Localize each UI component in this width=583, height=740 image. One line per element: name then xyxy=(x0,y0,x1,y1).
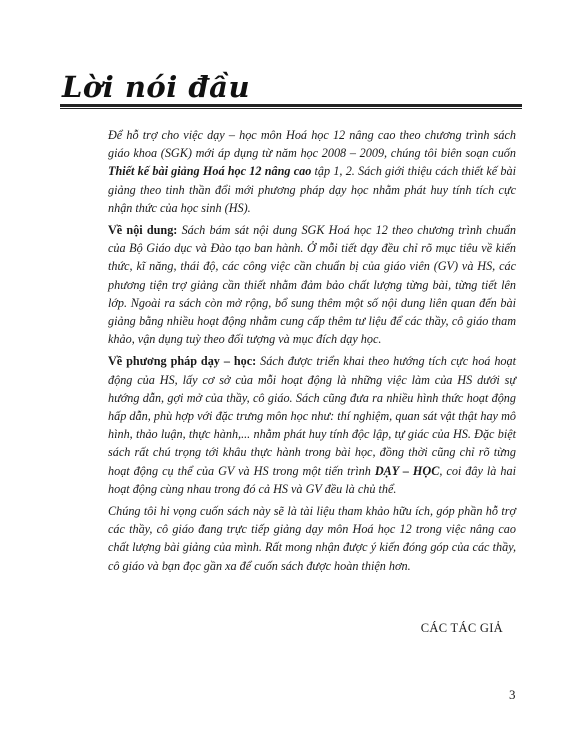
preface-body xyxy=(108,126,516,579)
paragraph-intro-text-1: Để hỗ trợ cho việc dạy – học môn Hoá học 12 nâng cao theo chương trình sách giáo khoa (SGK) mới áp dụng từ năm học 2008 – 2009, chúng tôi biên soạn cuốn xyxy=(108,128,516,161)
paragraph-content xyxy=(108,221,516,348)
book-title-emphasis: Thiết kế bài giảng Hoá học 12 nâng cao xyxy=(108,164,312,179)
paragraph-method-text-2: , coi đây là hai hoạt động cùng nhau trong đó cả HS và GV đều là chủ thể. xyxy=(108,463,516,496)
paragraph-intro-text-2: tập 1, 2. Sách giới thiệu cách thiết kế bài giảng theo tinh thần đổi mới phương pháp dạy học nhằm phát huy tính tích cực nhận thức của học sinh (HS). xyxy=(108,164,516,215)
method-heading: Về phương pháp dạy – học: xyxy=(108,354,257,369)
paragraph-intro xyxy=(108,126,516,217)
page-title: Lời nói đầu xyxy=(62,70,251,104)
authors-signature: CÁC TÁC GIẢ xyxy=(420,621,503,635)
teach-learn-emphasis: DẠY – HỌC xyxy=(374,463,440,478)
paragraph-content-text: Sách bám sát nội dung SGK Hoá học 12 theo chương trình chuẩn của Bộ Giáo dục và Đào tạo ban hành. Ở mỗi tiết dạy đều chỉ rõ mục tiêu về kiến thức, kĩ năng, thái độ, các công việc cần chuẩn bị của giáo viên (GV) và HS, các phương tiện trợ giảng cần thiết nhằm đảm bảo chất lượng từng bài, từng tiết lên lớp. Ngoài ra sách còn mở rộng, bổ sung thêm một số nội dung liên quan đến bài giảng bằng nhiều hoạt động nhằm cung cấp thêm tư liệu để các thầy, cô giáo tham khảo, vận dụng tuỳ theo đối tượng và mục đích dạy học. xyxy=(108,223,516,347)
paragraph-closing: Chúng tôi hi vọng cuốn sách này sẽ là tài liệu tham khảo hữu ích, góp phần hỗ trợ các thầy, cô giáo đang trực tiếp giảng dạy môn Hoá học 12 trong việc nâng cao chất lượng bài giảng của mình. Rất mong nhận được ý kiến đóng góp của các thầy, cô giáo và bạn đọc gần xa để cuốn sách được hoàn thiện hơn. xyxy=(108,504,516,573)
title-rule-thin xyxy=(60,108,522,109)
content-heading: Về nội dung: xyxy=(108,223,178,238)
title-rule xyxy=(60,104,522,107)
paragraph-method xyxy=(108,352,516,498)
paragraph-method-text-1: Sách được triển khai theo hướng tích cực hoá hoạt động của HS, lấy cơ sở của mỗi hoạt động là những việc làm của HS dưới sự hướng dẫn, gợi mở của thầy, cô giáo. Sách cũng đưa ra nhiều hình thức hoạt động hấp dẫn, phù hợp với đặc trưng môn học như: thí nghiệm, quan sát vật thật hay mô hình, thảo luận, thực hành,... nhằm phát huy tính độc lập, tự giác của HS. Đặc biệt sách rất chú trọng tới khâu thực hành trong bài học, đồng thời cũng chỉ rõ từng hoạt động cụ thể của GV và HS trong một tiến trình xyxy=(108,354,516,478)
page-number: 3 xyxy=(509,687,516,702)
